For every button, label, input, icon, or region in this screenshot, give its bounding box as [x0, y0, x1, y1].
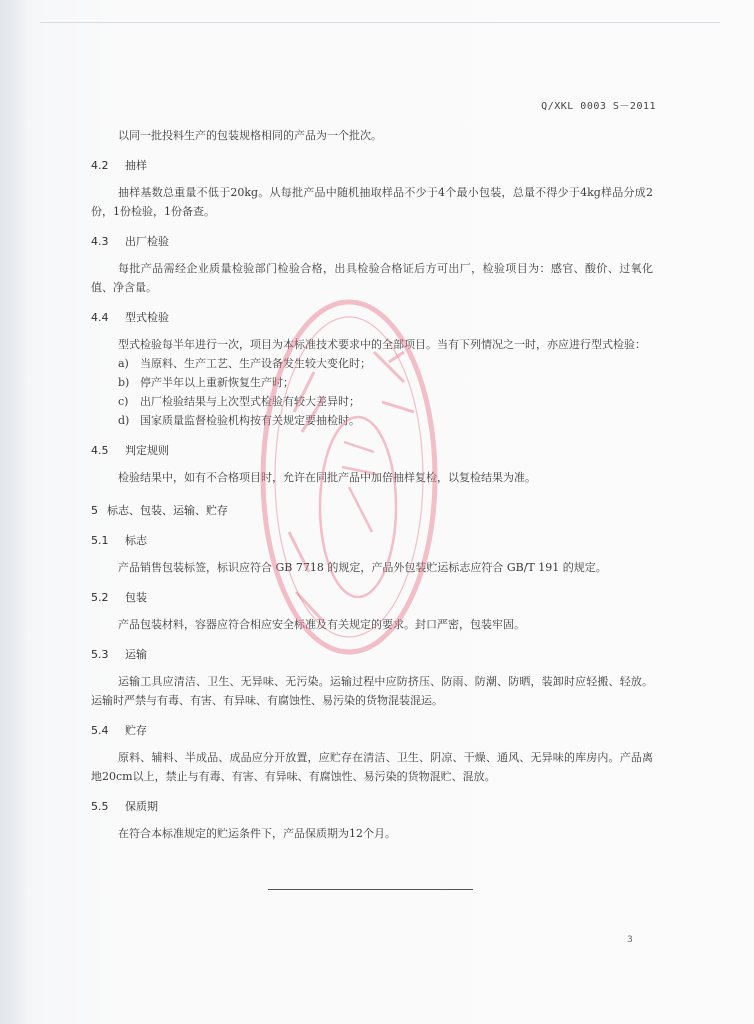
heading-4-3 [91, 232, 653, 251]
paragraph-5-3: 运输工具应清洁、卫生、无异味、无污染。运输过程中应防挤压、防雨、防潮、防晒，装卸时应轻搬、轻放。运输时严禁与有毒、有害、有异味、有腐蚀性、易污染的货物混装混运。 [91, 675, 653, 707]
heading-4-5 [91, 441, 653, 460]
list-item-text: 停产半年以上重新恢复生产时； [140, 376, 294, 389]
list-marker: a) [118, 357, 129, 370]
section-number: 4.5 [91, 444, 109, 457]
section-title: 贮存 [125, 724, 147, 737]
intro-paragraph: 以同一批投料生产的包装规格相同的产品为一个批次。 [118, 129, 382, 142]
section-number: 5 [91, 504, 98, 517]
paragraph-4-5: 检验结果中，如有不合格项目时，允许在同批产品中加倍抽样复检，以复检结果为准。 [118, 471, 536, 484]
heading-5-4 [91, 721, 653, 740]
list-item [91, 354, 653, 373]
inspection-conditions-list [91, 354, 653, 430]
heading-4-2 [91, 156, 653, 175]
section-title: 出厂检验 [125, 235, 169, 248]
section-title: 判定规则 [125, 444, 169, 457]
list-item [91, 373, 653, 392]
list-marker: d) [118, 414, 130, 427]
heading-5-2 [91, 588, 653, 607]
list-item-text: 出厂检验结果与上次型式检验有较大差异时； [140, 395, 360, 408]
section-title: 包装 [125, 591, 147, 604]
section-number: 5.2 [91, 591, 109, 604]
paragraph-4-4: 型式检验每半年进行一次，项目为本标准技术要求中的全部项目。当有下列情况之一时，亦应进行型式检验： [118, 338, 646, 351]
section-number: 5.4 [91, 724, 109, 737]
list-item [91, 392, 653, 411]
section-number: 5.1 [91, 534, 109, 547]
standard-code: Q/XKL 0003 S－2011 [541, 101, 656, 112]
list-marker: b) [118, 376, 130, 389]
section-title: 标志 [125, 534, 147, 547]
paragraph-5-1: 产品销售包装标签，标识应符合 GB 7718 的规定，产品外包装贮运标志应符合 GB/T 191 的规定。 [118, 561, 607, 574]
heading-5-1 [91, 531, 653, 550]
heading-5-5 [91, 797, 653, 816]
section-number: 4.2 [91, 159, 109, 172]
section-title: 运输 [125, 648, 147, 661]
heading-5 [91, 501, 653, 520]
document-body [91, 126, 653, 843]
scan-edge-shadow [0, 0, 30, 1024]
list-item-text: 国家质量监督检验机构按有关规定要抽检时。 [140, 414, 360, 427]
paragraph-4-3: 每批产品需经企业质量检验部门检验合格，出具检验合格证后方可出厂，检验项目为：感官、酸价、过氧化值、净含量。 [91, 262, 653, 294]
page-number: 3 [627, 935, 633, 945]
paragraph-5-5: 在符合本标准规定的贮运条件下，产品保质期为12个月。 [118, 827, 396, 840]
paragraph-4-2: 抽样基数总重量不低于20kg。从每批产品中随机抽取样品不少于4个最小包装，总量不得少于4kg样品分成2份，1份检验，1份备查。 [91, 186, 653, 218]
section-number: 4.3 [91, 235, 109, 248]
section-title: 型式检验 [125, 311, 169, 324]
paragraph-5-4: 原料、辅料、半成品、成品应分开放置，应贮存在清洁、卫生、阴凉、干燥、通风、无异味的库房内。产品离地20cm以上，禁止与有毒、有害、有异味、有腐蚀性、易污染的货物混贮、混放。 [91, 751, 653, 783]
section-title: 标志、包装、运输、贮存 [107, 504, 228, 517]
list-item-text: 当原料、生产工艺、生产设备发生较大变化时； [140, 357, 371, 370]
section-title: 保质期 [125, 800, 158, 813]
section-number: 5.3 [91, 648, 109, 661]
end-rule [268, 889, 473, 890]
heading-4-4 [91, 308, 653, 327]
heading-5-3 [91, 645, 653, 664]
section-number: 5.5 [91, 800, 109, 813]
list-marker: c) [118, 395, 129, 408]
section-number: 4.4 [91, 311, 109, 324]
section-title: 抽样 [125, 159, 147, 172]
top-rule [40, 22, 720, 23]
paragraph-5-2: 产品包装材料，容器应符合相应安全标准及有关规定的要求。封口严密，包装牢固。 [118, 618, 525, 631]
list-item [91, 411, 653, 430]
